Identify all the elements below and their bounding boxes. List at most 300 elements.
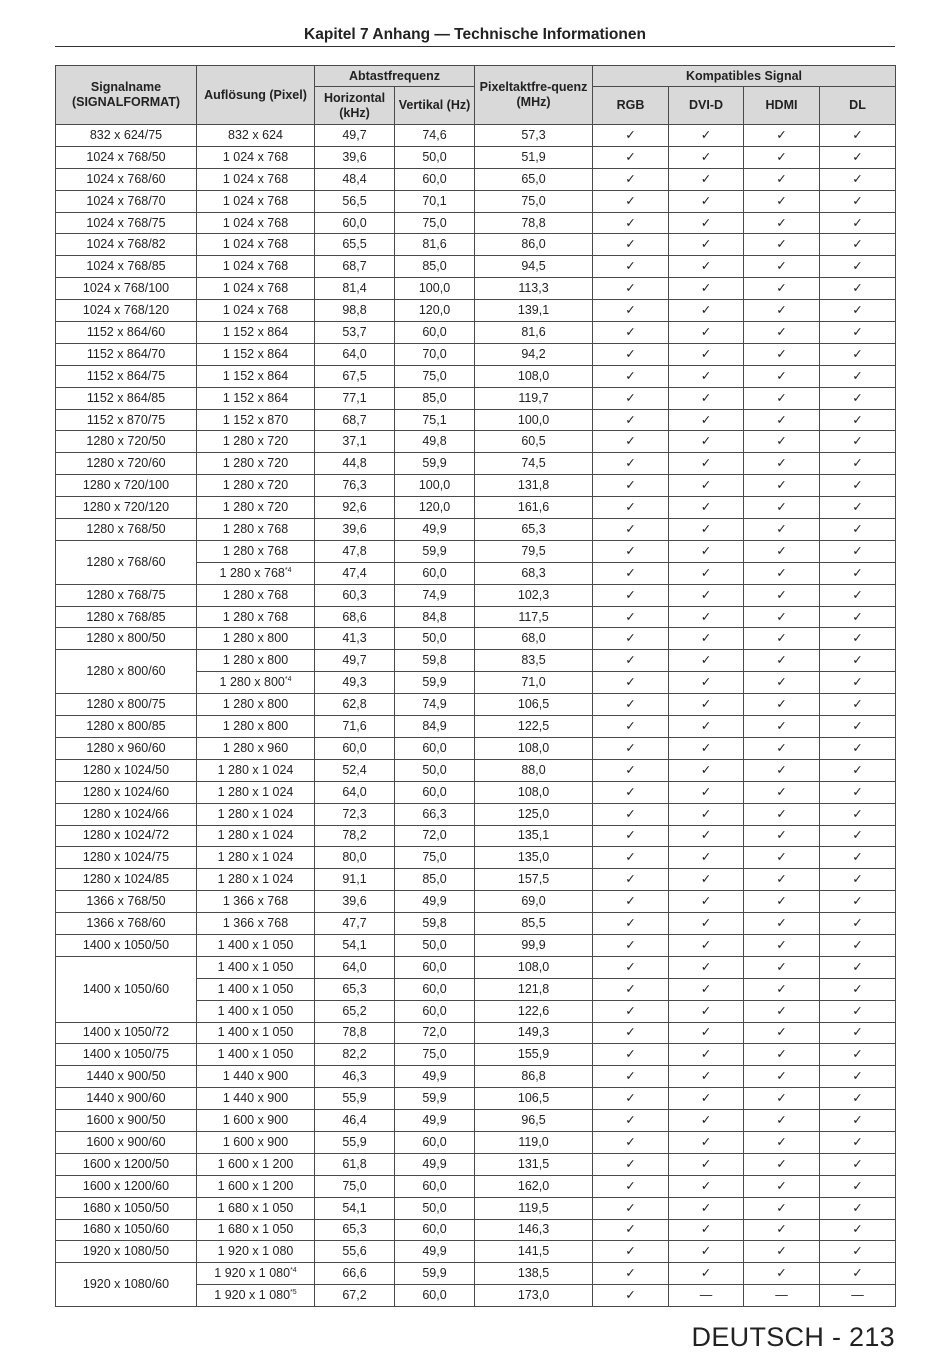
resolution-value: 1 280 x 768	[219, 565, 285, 580]
rgb-compat-cell: ✓	[593, 1022, 669, 1044]
signal-name-cell: 1152 x 870/75	[56, 409, 197, 431]
vertical-freq-cell: 75,0	[395, 847, 475, 869]
dvid-compat-cell: ✓	[669, 409, 744, 431]
rgb-compat-cell: ✓	[593, 1044, 669, 1066]
hdmi-compat-cell: ✓	[744, 956, 820, 978]
dvid-compat-cell: ✓	[669, 1153, 744, 1175]
horizontal-freq-cell: 78,8	[315, 1022, 395, 1044]
vertical-freq-cell: 60,0	[395, 322, 475, 344]
dvid-compat-cell: ✓	[669, 694, 744, 716]
signal-name-cell: 1152 x 864/60	[56, 322, 197, 344]
dvid-compat-cell: ✓	[669, 825, 744, 847]
vertical-freq-cell: 59,9	[395, 1263, 475, 1285]
hdmi-compat-cell: ✓	[744, 1241, 820, 1263]
dl-compat-cell: ✓	[820, 978, 896, 1000]
dl-compat-cell: ✓	[820, 913, 896, 935]
dl-compat-cell: ✓	[820, 1022, 896, 1044]
table-row	[56, 168, 896, 190]
dl-compat-cell: ✓	[820, 168, 896, 190]
rgb-compat-cell: ✓	[593, 256, 669, 278]
table-row	[56, 125, 896, 147]
table-row	[56, 934, 896, 956]
dl-compat-cell: ✓	[820, 781, 896, 803]
horizontal-freq-cell: 53,7	[315, 322, 395, 344]
resolution-cell	[197, 1044, 315, 1066]
vertical-freq-cell: 49,9	[395, 891, 475, 913]
horizontal-freq-cell: 37,1	[315, 431, 395, 453]
hdmi-compat-cell: ✓	[744, 190, 820, 212]
resolution-value: 1 440 x 900	[222, 1069, 289, 1084]
vertical-freq-cell: 85,0	[395, 387, 475, 409]
signal-name-cell: 1440 x 900/50	[56, 1066, 197, 1088]
resolution-value: 1 280 x 800	[222, 631, 289, 646]
vertical-freq-cell: 50,0	[395, 759, 475, 781]
dl-compat-cell: ✓	[820, 1263, 896, 1285]
table-row	[56, 519, 896, 541]
resolution-cell	[197, 1000, 315, 1022]
resolution-cell	[197, 234, 315, 256]
horizontal-freq-cell: 49,3	[315, 672, 395, 694]
table-row	[56, 190, 896, 212]
col-hdmi-header: HDMI	[744, 87, 820, 125]
horizontal-freq-cell: 68,7	[315, 409, 395, 431]
signal-name-cell: 1024 x 768/82	[56, 234, 197, 256]
resolution-value: 1 152 x 864	[222, 368, 289, 383]
resolution-value: 1 280 x 720	[222, 456, 289, 471]
hdmi-compat-cell: ✓	[744, 650, 820, 672]
resolution-value: 1 400 x 1 050	[217, 1047, 294, 1062]
vertical-freq-cell: 84,9	[395, 716, 475, 738]
dvid-compat-cell: ✓	[669, 1088, 744, 1110]
signal-name-cell: 1680 x 1050/50	[56, 1197, 197, 1219]
rgb-compat-cell: ✓	[593, 409, 669, 431]
table-row	[56, 453, 896, 475]
pixel-clock-cell: 131,8	[475, 475, 593, 497]
dl-compat-cell: ✓	[820, 956, 896, 978]
resolution-value: 1 280 x 800	[222, 653, 289, 668]
dl-compat-cell: ✓	[820, 475, 896, 497]
table-row	[56, 387, 896, 409]
signal-name-cell: 1280 x 1024/85	[56, 869, 197, 891]
resolution-value: 1 280 x 1 024	[217, 806, 294, 821]
horizontal-freq-cell: 39,6	[315, 146, 395, 168]
hdmi-compat-cell: ✓	[744, 431, 820, 453]
resolution-cell	[197, 1175, 315, 1197]
table-row	[56, 300, 896, 322]
table-row	[56, 212, 896, 234]
dvid-compat-cell: ✓	[669, 891, 744, 913]
resolution-cell	[197, 913, 315, 935]
resolution-value: 1 680 x 1 050	[217, 1222, 294, 1237]
resolution-cell	[197, 737, 315, 759]
resolution-cell	[197, 365, 315, 387]
dl-compat-cell: ✓	[820, 1153, 896, 1175]
dvid-compat-cell: —	[669, 1285, 744, 1307]
signal-name-cell: 1024 x 768/50	[56, 146, 197, 168]
dvid-compat-cell: ✓	[669, 1044, 744, 1066]
hdmi-compat-cell: ✓	[744, 168, 820, 190]
rgb-compat-cell: ✓	[593, 781, 669, 803]
dvid-compat-cell: ✓	[669, 365, 744, 387]
rgb-compat-cell: ✓	[593, 956, 669, 978]
table-body	[56, 125, 896, 1307]
hdmi-compat-cell: ✓	[744, 1175, 820, 1197]
pixel-clock-cell: 108,0	[475, 365, 593, 387]
dvid-compat-cell: ✓	[669, 803, 744, 825]
vertical-freq-cell: 60,0	[395, 781, 475, 803]
table-row	[56, 1263, 896, 1285]
col-vertikal-header: Vertikal (Hz)	[395, 87, 475, 125]
horizontal-freq-cell: 60,0	[315, 212, 395, 234]
dvid-compat-cell: ✓	[669, 934, 744, 956]
dl-compat-cell: ✓	[820, 759, 896, 781]
table-row	[56, 759, 896, 781]
pixel-clock-cell: 79,5	[475, 540, 593, 562]
hdmi-compat-cell: ✓	[744, 913, 820, 935]
resolution-cell	[197, 322, 315, 344]
rgb-compat-cell: ✓	[593, 540, 669, 562]
horizontal-freq-cell: 65,3	[315, 978, 395, 1000]
pixel-clock-cell: 119,5	[475, 1197, 593, 1219]
horizontal-freq-cell: 82,2	[315, 1044, 395, 1066]
vertical-freq-cell: 59,9	[395, 672, 475, 694]
hdmi-compat-cell: ✓	[744, 234, 820, 256]
table-row	[56, 781, 896, 803]
dvid-compat-cell: ✓	[669, 606, 744, 628]
resolution-cell	[197, 278, 315, 300]
hdmi-compat-cell: —	[744, 1285, 820, 1307]
resolution-value: 1 152 x 870	[222, 412, 289, 427]
dvid-compat-cell: ✓	[669, 453, 744, 475]
signal-name-cell: 1280 x 800/85	[56, 716, 197, 738]
horizontal-freq-cell: 46,3	[315, 1066, 395, 1088]
pixel-clock-cell: 157,5	[475, 869, 593, 891]
pixel-clock-cell: 141,5	[475, 1241, 593, 1263]
resolution-cell	[197, 387, 315, 409]
rgb-compat-cell: ✓	[593, 519, 669, 541]
resolution-cell	[197, 1219, 315, 1241]
resolution-cell	[197, 146, 315, 168]
table-row	[56, 475, 896, 497]
vertical-freq-cell: 85,0	[395, 869, 475, 891]
horizontal-freq-cell: 49,7	[315, 650, 395, 672]
table-row	[56, 1241, 896, 1263]
pixel-clock-cell: 86,8	[475, 1066, 593, 1088]
pixel-clock-cell: 155,9	[475, 1044, 593, 1066]
dvid-compat-cell: ✓	[669, 1175, 744, 1197]
vertical-freq-cell: 100,0	[395, 475, 475, 497]
rgb-compat-cell: ✓	[593, 300, 669, 322]
horizontal-freq-cell: 81,4	[315, 278, 395, 300]
dl-compat-cell: ✓	[820, 891, 896, 913]
horizontal-freq-cell: 46,4	[315, 1110, 395, 1132]
vertical-freq-cell: 60,0	[395, 1131, 475, 1153]
table-row	[56, 1175, 896, 1197]
dvid-compat-cell: ✓	[669, 1241, 744, 1263]
resolution-value: 1 280 x 800	[222, 718, 289, 733]
rgb-compat-cell: ✓	[593, 978, 669, 1000]
dl-compat-cell: ✓	[820, 1219, 896, 1241]
dl-compat-cell: ✓	[820, 300, 896, 322]
hdmi-compat-cell: ✓	[744, 300, 820, 322]
dvid-compat-cell: ✓	[669, 847, 744, 869]
horizontal-freq-cell: 47,8	[315, 540, 395, 562]
signal-name-cell: 1280 x 960/60	[56, 737, 197, 759]
vertical-freq-cell: 49,9	[395, 1241, 475, 1263]
resolution-value: 1 600 x 1 200	[217, 1178, 294, 1193]
pixel-clock-cell: 60,5	[475, 431, 593, 453]
signal-name-cell: 1280 x 720/100	[56, 475, 197, 497]
signal-name-cell: 1600 x 1200/60	[56, 1175, 197, 1197]
resolution-cell	[197, 847, 315, 869]
horizontal-freq-cell: 60,0	[315, 737, 395, 759]
resolution-value: 1 600 x 900	[222, 1113, 289, 1128]
dl-compat-cell: ✓	[820, 606, 896, 628]
horizontal-freq-cell: 65,2	[315, 1000, 395, 1022]
table-row	[56, 1131, 896, 1153]
col-dl-header: DL	[820, 87, 896, 125]
rgb-compat-cell: ✓	[593, 431, 669, 453]
signal-name-cell: 1152 x 864/70	[56, 343, 197, 365]
resolution-value: 1 280 x 720	[222, 500, 289, 515]
resolution-cell	[197, 125, 315, 147]
vertical-freq-cell: 75,0	[395, 1044, 475, 1066]
hdmi-compat-cell: ✓	[744, 256, 820, 278]
resolution-value: 1 024 x 768	[222, 259, 289, 274]
footnote-mark: *4	[290, 1267, 297, 1275]
pixel-clock-cell: 85,5	[475, 913, 593, 935]
horizontal-freq-cell: 49,7	[315, 125, 395, 147]
rgb-compat-cell: ✓	[593, 190, 669, 212]
vertical-freq-cell: 60,0	[395, 1000, 475, 1022]
rgb-compat-cell: ✓	[593, 869, 669, 891]
horizontal-freq-cell: 72,3	[315, 803, 395, 825]
signal-name-cell: 1024 x 768/100	[56, 278, 197, 300]
resolution-cell	[197, 694, 315, 716]
dl-compat-cell: ✓	[820, 1175, 896, 1197]
table-row	[56, 694, 896, 716]
dl-compat-cell: ✓	[820, 672, 896, 694]
hdmi-compat-cell: ✓	[744, 847, 820, 869]
horizontal-freq-cell: 67,5	[315, 365, 395, 387]
resolution-value: 1 600 x 900	[222, 1134, 289, 1149]
resolution-value: 1 024 x 768	[222, 281, 289, 296]
resolution-value: 1 400 x 1 050	[217, 1003, 294, 1018]
horizontal-freq-cell: 80,0	[315, 847, 395, 869]
horizontal-freq-cell: 68,7	[315, 256, 395, 278]
dl-compat-cell: ✓	[820, 869, 896, 891]
dl-compat-cell: ✓	[820, 847, 896, 869]
dvid-compat-cell: ✓	[669, 978, 744, 1000]
pixel-clock-cell: 139,1	[475, 300, 593, 322]
resolution-value: 1 920 x 1 080	[214, 1288, 291, 1303]
table-row	[56, 1197, 896, 1219]
hdmi-compat-cell: ✓	[744, 1131, 820, 1153]
resolution-cell	[197, 343, 315, 365]
pixel-clock-cell: 162,0	[475, 1175, 593, 1197]
vertical-freq-cell: 49,9	[395, 519, 475, 541]
resolution-value: 1 024 x 768	[222, 303, 289, 318]
resolution-cell	[197, 190, 315, 212]
table-row	[56, 891, 896, 913]
col-aufloesung-header: Auflösung (Pixel)	[197, 66, 315, 125]
horizontal-freq-cell: 92,6	[315, 497, 395, 519]
signal-name-cell: 1024 x 768/60	[56, 168, 197, 190]
resolution-cell	[197, 212, 315, 234]
vertical-freq-cell: 50,0	[395, 934, 475, 956]
vertical-freq-cell: 49,8	[395, 431, 475, 453]
resolution-value: 1 280 x 1 024	[217, 762, 294, 777]
dvid-compat-cell: ✓	[669, 519, 744, 541]
pixel-clock-cell: 65,3	[475, 519, 593, 541]
dl-compat-cell: ✓	[820, 540, 896, 562]
signal-name-cell: 1280 x 800/50	[56, 628, 197, 650]
vertical-freq-cell: 60,0	[395, 978, 475, 1000]
pixel-clock-cell: 102,3	[475, 584, 593, 606]
resolution-cell	[197, 956, 315, 978]
resolution-cell	[197, 409, 315, 431]
resolution-cell	[197, 562, 315, 584]
hdmi-compat-cell: ✓	[744, 1066, 820, 1088]
dvid-compat-cell: ✓	[669, 1197, 744, 1219]
dl-compat-cell: ✓	[820, 737, 896, 759]
rgb-compat-cell: ✓	[593, 847, 669, 869]
horizontal-freq-cell: 98,8	[315, 300, 395, 322]
resolution-value: 1 600 x 1 200	[217, 1156, 294, 1171]
rgb-compat-cell: ✓	[593, 825, 669, 847]
footnote-mark: *4	[284, 566, 292, 574]
vertical-freq-cell: 72,0	[395, 1022, 475, 1044]
resolution-value: 1 920 x 1 080	[214, 1266, 291, 1281]
resolution-cell	[197, 825, 315, 847]
horizontal-freq-cell: 60,3	[315, 584, 395, 606]
dl-compat-cell: ✓	[820, 256, 896, 278]
dvid-compat-cell: ✓	[669, 387, 744, 409]
vertical-freq-cell: 74,9	[395, 694, 475, 716]
pixel-clock-cell: 94,5	[475, 256, 593, 278]
horizontal-freq-cell: 44,8	[315, 453, 395, 475]
pixel-clock-cell: 108,0	[475, 956, 593, 978]
signal-name-cell: 1024 x 768/85	[56, 256, 197, 278]
signal-name-cell: 1920 x 1080/50	[56, 1241, 197, 1263]
resolution-value: 1 280 x 768	[222, 587, 289, 602]
dvid-compat-cell: ✓	[669, 913, 744, 935]
pixel-clock-cell: 119,0	[475, 1131, 593, 1153]
vertical-freq-cell: 75,0	[395, 212, 475, 234]
rgb-compat-cell: ✓	[593, 1088, 669, 1110]
hdmi-compat-cell: ✓	[744, 759, 820, 781]
horizontal-freq-cell: 65,3	[315, 1219, 395, 1241]
pixel-clock-cell: 125,0	[475, 803, 593, 825]
resolution-value: 1 024 x 768	[222, 193, 289, 208]
resolution-cell	[197, 256, 315, 278]
resolution-value: 1 024 x 768	[222, 171, 289, 186]
horizontal-freq-cell: 77,1	[315, 387, 395, 409]
vertical-freq-cell: 85,0	[395, 256, 475, 278]
table-row	[56, 650, 896, 672]
pixel-clock-cell: 108,0	[475, 737, 593, 759]
horizontal-freq-cell: 91,1	[315, 869, 395, 891]
signal-name-cell: 1680 x 1050/60	[56, 1219, 197, 1241]
horizontal-freq-cell: 62,8	[315, 694, 395, 716]
signal-name-cell: 1024 x 768/120	[56, 300, 197, 322]
rgb-compat-cell: ✓	[593, 1131, 669, 1153]
dvid-compat-cell: ✓	[669, 431, 744, 453]
pixel-clock-cell: 119,7	[475, 387, 593, 409]
dl-compat-cell: ✓	[820, 146, 896, 168]
table-row	[56, 234, 896, 256]
resolution-value: 1 400 x 1 050	[217, 937, 294, 952]
horizontal-freq-cell: 75,0	[315, 1175, 395, 1197]
resolution-cell	[197, 672, 315, 694]
resolution-value: 1 366 x 768	[222, 916, 289, 930]
resolution-cell	[197, 497, 315, 519]
horizontal-freq-cell: 64,0	[315, 781, 395, 803]
dl-compat-cell: ✓	[820, 694, 896, 716]
hdmi-compat-cell: ✓	[744, 562, 820, 584]
table-row	[56, 606, 896, 628]
rgb-compat-cell: ✓	[593, 1175, 669, 1197]
rgb-compat-cell: ✓	[593, 168, 669, 190]
pixel-clock-cell: 68,3	[475, 562, 593, 584]
signal-name-cell: 1280 x 768/85	[56, 606, 197, 628]
pixel-clock-cell: 81,6	[475, 322, 593, 344]
hdmi-compat-cell: ✓	[744, 125, 820, 147]
resolution-value: 1 280 x 800	[222, 697, 289, 712]
table-row	[56, 584, 896, 606]
dl-compat-cell: ✓	[820, 387, 896, 409]
resolution-value: 1 280 x 1 024	[217, 850, 294, 865]
dvid-compat-cell: ✓	[669, 672, 744, 694]
pixel-clock-cell: 121,8	[475, 978, 593, 1000]
pixel-clock-cell: 51,9	[475, 146, 593, 168]
hdmi-compat-cell: ✓	[744, 540, 820, 562]
hdmi-compat-cell: ✓	[744, 803, 820, 825]
hdmi-compat-cell: ✓	[744, 781, 820, 803]
col-dvid-header: DVI-D	[669, 87, 744, 125]
table-row	[56, 1044, 896, 1066]
rgb-compat-cell: ✓	[593, 628, 669, 650]
dvid-compat-cell: ✓	[669, 1066, 744, 1088]
horizontal-freq-cell: 39,6	[315, 891, 395, 913]
signal-name-cell: 1400 x 1050/72	[56, 1022, 197, 1044]
rgb-compat-cell: ✓	[593, 125, 669, 147]
table-row	[56, 628, 896, 650]
dl-compat-cell: ✓	[820, 1044, 896, 1066]
dvid-compat-cell: ✓	[669, 562, 744, 584]
dvid-compat-cell: ✓	[669, 584, 744, 606]
hdmi-compat-cell: ✓	[744, 387, 820, 409]
hdmi-compat-cell: ✓	[744, 672, 820, 694]
hdmi-compat-cell: ✓	[744, 825, 820, 847]
table-row	[56, 540, 896, 562]
table-row	[56, 343, 896, 365]
hdmi-compat-cell: ✓	[744, 519, 820, 541]
resolution-cell	[197, 1153, 315, 1175]
resolution-cell	[197, 475, 315, 497]
dl-compat-cell: ✓	[820, 453, 896, 475]
hdmi-compat-cell: ✓	[744, 1219, 820, 1241]
dl-compat-cell: ✓	[820, 628, 896, 650]
dl-compat-cell: ✓	[820, 1110, 896, 1132]
resolution-cell	[197, 891, 315, 913]
signal-name-cell: 832 x 624/75	[56, 125, 197, 147]
resolution-cell	[197, 934, 315, 956]
dl-compat-cell: ✓	[820, 1131, 896, 1153]
horizontal-freq-cell: 55,9	[315, 1131, 395, 1153]
vertical-freq-cell: 72,0	[395, 825, 475, 847]
rgb-compat-cell: ✓	[593, 343, 669, 365]
